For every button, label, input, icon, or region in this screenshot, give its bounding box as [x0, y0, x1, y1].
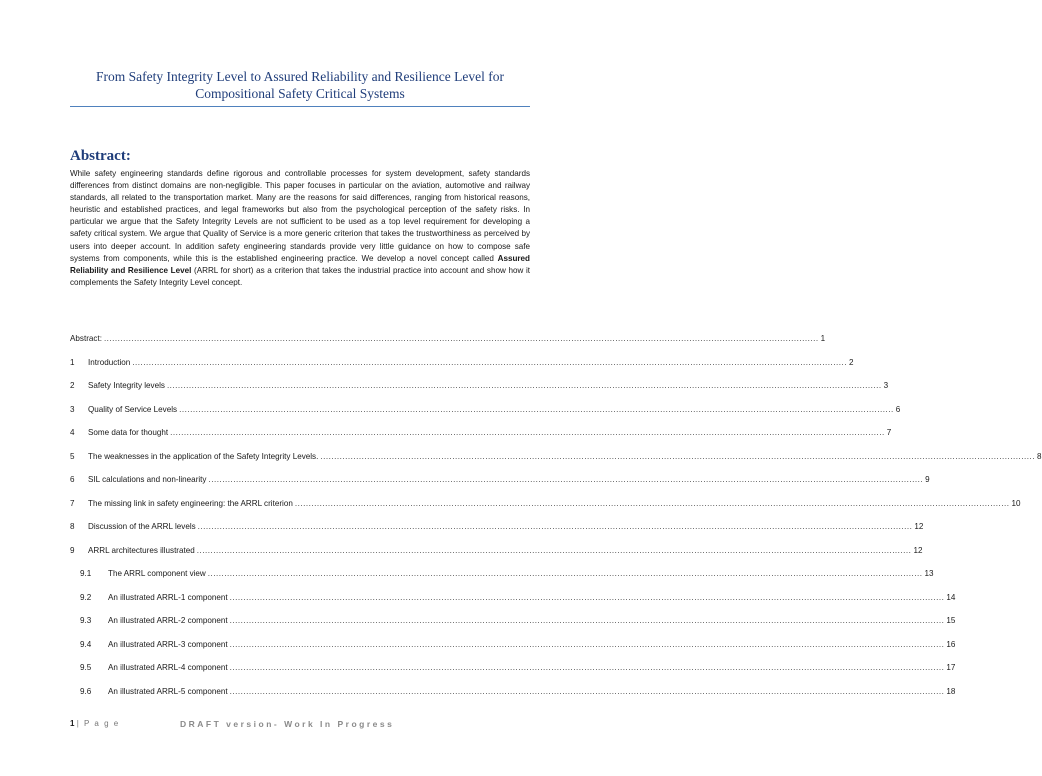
abstract-text-end: (ARRL for short) as a criterion that takes the industrial practice into account and show how it complements the Safety Integrity Level concept. — [70, 265, 531, 287]
toc-dot-leader: .................................................................................................................................................................................................................................................................... — [132, 357, 847, 367]
toc-entry[interactable] — [70, 427, 892, 439]
toc-entry-page: 9 — [925, 475, 930, 484]
toc-dot-leader: .................................................................................................................................................................................................................................................................... — [320, 451, 1036, 461]
toc-entry[interactable] — [70, 474, 930, 486]
toc-entry[interactable] — [70, 357, 854, 369]
toc-entry-number: 2 — [70, 381, 75, 390]
toc-entry-title: An illustrated ARRL-4 component — [108, 663, 228, 672]
toc-entry-title: SIL calculations and non-linearity — [88, 475, 207, 484]
toc-entry-page: 15 — [946, 616, 956, 625]
toc-entry-page: 12 — [914, 522, 924, 531]
toc-entry-title: The missing link in safety engineering: the ARRL criterion — [88, 498, 293, 508]
page-number-label — [70, 717, 120, 731]
toc-entry-page: 18 — [946, 686, 956, 696]
toc-entry-number: 6 — [70, 475, 75, 484]
toc-entry-number: 5 — [70, 451, 75, 461]
toc-dot-leader: .................................................................................................................................................................................................................................................................... — [229, 663, 945, 672]
toc-dot-leader: .................................................................................................................................................................................................................................................................... — [166, 381, 882, 390]
paper-title-line-2: Compositional Safety Critical Systems — [195, 86, 405, 101]
toc-entry-number: 3 — [70, 404, 75, 414]
toc-entry-title: Quality of Service Levels — [88, 404, 178, 414]
toc-dot-leader: .................................................................................................................................................................................................................................................................... — [208, 475, 924, 484]
toc-entry-number: 9.4 — [80, 639, 92, 649]
toc-entry-title: ARRL architectures illustrated — [88, 545, 195, 555]
toc-entry[interactable] — [70, 498, 1021, 510]
toc-dot-leader: .................................................................................................................................................................................................................................................................... — [229, 686, 945, 696]
toc-entry-title: Safety Integrity levels — [88, 381, 165, 390]
toc-entry-title: An illustrated ARRL-5 component — [108, 686, 228, 696]
abstract-bold-term: Assured Reliability and Resilience Level — [70, 253, 530, 275]
toc-entry-title: The weaknesses in the application of the Safety Integrity Levels. — [88, 451, 319, 461]
toc-entry-number: 8 — [70, 522, 75, 531]
toc-entry[interactable] — [70, 521, 924, 533]
abstract-heading: Abstract: — [70, 148, 131, 164]
toc-dot-leader: .................................................................................................................................................................................................................................................................... — [229, 616, 945, 625]
toc-entry-page: 10 — [1011, 498, 1021, 508]
toc-entry-page: 2 — [848, 357, 854, 367]
toc-entry-page: 7 — [886, 428, 892, 437]
toc-entry-page: 8 — [1037, 451, 1042, 461]
toc-entry-number: 9 — [70, 545, 75, 555]
toc-entry-page: 6 — [895, 404, 901, 414]
toc-dot-leader: .................................................................................................................................................................................................................................................................... — [294, 498, 1010, 508]
title-divider — [70, 106, 530, 107]
toc-entry[interactable] — [80, 592, 956, 604]
toc-entry-number: 1 — [70, 357, 75, 367]
toc-entry[interactable] — [70, 380, 889, 392]
toc-entry-title: Discussion of the ARRL levels — [88, 522, 196, 531]
page-number: 1 — [70, 719, 75, 728]
toc-entry-number: 9.3 — [80, 616, 92, 625]
toc-entry-page: 17 — [946, 663, 956, 672]
toc-dot-leader: .................................................................................................................................................................................................................................................................... — [170, 428, 885, 437]
toc-dot-leader: .................................................................................................................................................................................................................................................................... — [103, 334, 819, 343]
toc-entry[interactable] — [80, 568, 934, 580]
toc-entry-title: Some data for thought — [88, 428, 169, 437]
toc-entry-page: 13 — [924, 569, 934, 578]
toc-entry-number: 9.6 — [80, 686, 92, 696]
abstract-text-start: While safety engineering standards define rigorous and controllable processes for system development, safety standards differences from distinct domains are non-negligible. This paper focuses in particular on the aviation, automotive and railway standards, all related to the transportation market. Many are the reasons for said differences, ranging from historical reasons, heuristic and established practices, and legal frameworks but also from the psychological perception of the safety risks. In particular we argue that the Safety Integrity Levels are not sufficient to be used as a top level requirement for developing a safety critical system. We argue that Quality of Service is a more generic criterion that takes the trustworthiness as perceived by users into deeper account. In addition safety engineering standards provide very little guidance on how to compose safe systems from components, while this is the established engineering practice. We develop a novel concept called — [70, 169, 530, 263]
toc-entry[interactable] — [70, 404, 901, 416]
toc-entry[interactable] — [80, 615, 956, 627]
toc-entry-title: The ARRL component view — [108, 569, 206, 578]
toc-entry-page: 3 — [883, 381, 889, 390]
toc-entry-title: An illustrated ARRL-1 component — [108, 592, 228, 602]
paper-title-line-1: From Safety Integrity Level to Assured Reliability and Resilience Level for — [96, 69, 504, 84]
toc-entry-number: 4 — [70, 428, 75, 437]
abstract-body — [70, 168, 530, 289]
page-label: | P a g e — [76, 719, 120, 728]
toc-entry-title: Introduction — [88, 357, 131, 367]
toc-entry[interactable] — [70, 333, 826, 345]
toc-entry-page: 14 — [946, 592, 956, 602]
toc-entry[interactable] — [80, 686, 956, 698]
toc-entry[interactable] — [70, 545, 923, 557]
toc-dot-leader: .................................................................................................................................................................................................................................................................... — [196, 545, 912, 555]
toc-entry[interactable] — [80, 639, 956, 651]
toc-dot-leader: .................................................................................................................................................................................................................................................................... — [207, 569, 923, 578]
toc-dot-leader: .................................................................................................................................................................................................................................................................... — [229, 592, 945, 602]
toc-dot-leader: .................................................................................................................................................................................................................................................................... — [197, 522, 913, 531]
toc-entry-page: 12 — [913, 545, 923, 555]
toc-dot-leader: .................................................................................................................................................................................................................................................................... — [229, 639, 945, 649]
toc-entry-number: 9.5 — [80, 663, 92, 672]
toc-entry-title: An illustrated ARRL-3 component — [108, 639, 228, 649]
toc-entry-number: 9.1 — [80, 569, 92, 578]
draft-watermark-text: DRAFT version- Work In Progress — [180, 719, 395, 729]
paper-title — [70, 68, 530, 102]
toc-entry[interactable] — [70, 451, 1042, 463]
toc-entry-number: 9.2 — [80, 592, 92, 602]
toc-entry-number: 7 — [70, 498, 75, 508]
page-footer — [70, 717, 530, 731]
toc-entry[interactable] — [80, 662, 956, 674]
toc-entry-page: 1 — [820, 334, 826, 343]
toc-dot-leader: .................................................................................................................................................................................................................................................................... — [179, 404, 894, 414]
toc-entry-title: An illustrated ARRL-2 component — [108, 616, 228, 625]
toc-entry-title: Abstract: — [70, 334, 102, 343]
toc-entry-page: 16 — [946, 639, 956, 649]
